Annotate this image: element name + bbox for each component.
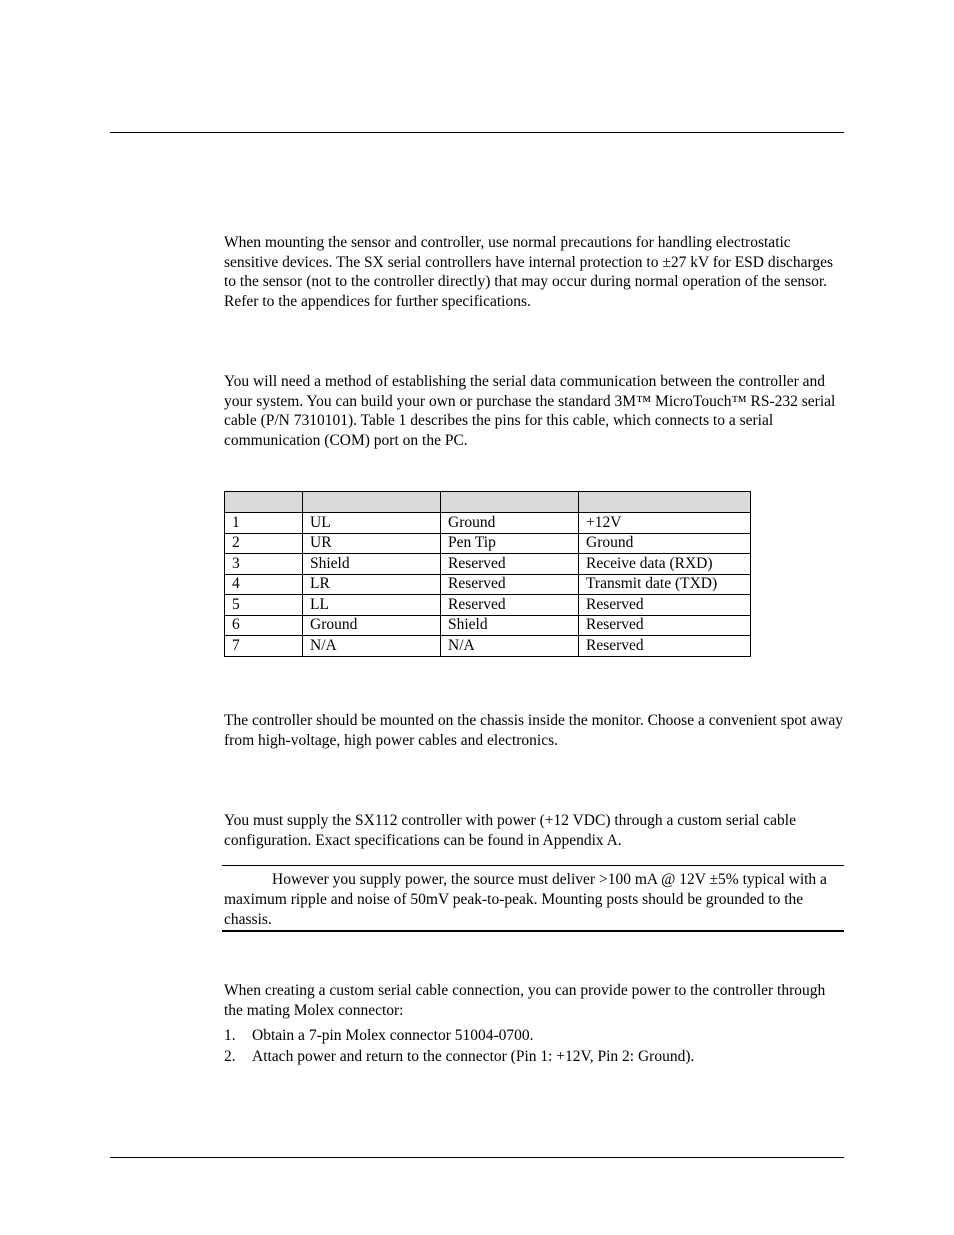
table-cell: Ground: [579, 533, 751, 554]
table-cell: LR: [303, 574, 441, 595]
table-header-row: [225, 492, 751, 513]
mounting-paragraph: The controller should be mounted on the chassis inside the monitor. Choose a convenient spot away from high-voltage, high power cables and electronics.: [224, 712, 844, 749]
table-row: [225, 636, 751, 657]
table-cell: Ground: [303, 615, 441, 636]
table-cell: Receive data (RXD): [579, 554, 751, 575]
power-note-box: [222, 865, 844, 932]
pin-table: [224, 491, 751, 657]
list-item: [224, 1026, 844, 1047]
table-cell: Transmit date (TXD): [579, 574, 751, 595]
esd-paragraph: When mounting the sensor and controller, use normal precautions for handling electrostatic sensitive devices. The SX serial controllers have internal protection to ±27 kV for ESD discharges to the sensor (not to the controller directly) that may occur during normal operation of the sensor. Refer to the appendices for further specifications.: [224, 234, 833, 310]
table-cell: Reserved: [579, 636, 751, 657]
table-cell: UL: [303, 513, 441, 534]
step-text: Obtain a 7-pin Molex connector 51004-0700.: [252, 1027, 534, 1044]
table-header-cell: [225, 492, 303, 513]
footer-rule: [110, 1157, 844, 1158]
table-cell: Reserved: [579, 615, 751, 636]
power-note-text: However you supply power, the source must deliver >100 mA @ 12V ±5% typical with a maximum ripple and noise of 50mV peak-to-peak. Mounting posts should be grounded to the chassis.: [224, 871, 827, 928]
table-cell: Shield: [441, 615, 579, 636]
table-cell: UR: [303, 533, 441, 554]
table-row: [225, 574, 751, 595]
custom-cable-paragraph: When creating a custom serial cable connection, you can provide power to the controller through the mating Molex connector:: [224, 982, 826, 1019]
table-cell: Reserved: [441, 595, 579, 616]
table-row: [225, 554, 751, 575]
table-row: [225, 615, 751, 636]
step-number: 2.: [224, 1047, 236, 1065]
table-cell: Reserved: [441, 554, 579, 575]
table-cell: 2: [225, 533, 303, 554]
header-rule: [110, 132, 844, 133]
table-cell: Reserved: [441, 574, 579, 595]
table-cell: Reserved: [579, 595, 751, 616]
table-cell: Pen Tip: [441, 533, 579, 554]
table-header-cell: [579, 492, 751, 513]
table-cell: Shield: [303, 554, 441, 575]
table-row: [225, 533, 751, 554]
table-cell: +12V: [579, 513, 751, 534]
table-cell: 1: [225, 513, 303, 534]
table-row: [225, 595, 751, 616]
step-text: Attach power and return to the connector (Pin 1: +12V, Pin 2: Ground).: [252, 1047, 695, 1065]
table-header-cell: [303, 492, 441, 513]
table-row: [225, 513, 751, 534]
list-item: [224, 1047, 844, 1068]
table-cell: Ground: [441, 513, 579, 534]
table-cell: 5: [225, 595, 303, 616]
table-cell: 3: [225, 554, 303, 575]
table-cell: N/A: [441, 636, 579, 657]
table-cell: 7: [225, 636, 303, 657]
table-cell: 4: [225, 574, 303, 595]
table-cell: N/A: [303, 636, 441, 657]
step-number: 1.: [224, 1027, 236, 1044]
serial-paragraph: You will need a method of establishing the serial data communication between the controller and your system. You can build your own or purchase the standard 3M™ MicroTouch™ RS-232 serial cable (P/N 7310101). Table 1 describes the pins for this cable, which connects to a serial communication (COM) port on the PC.: [224, 373, 836, 449]
table-cell: LL: [303, 595, 441, 616]
steps-list: [224, 1026, 844, 1067]
power-paragraph: You must supply the SX112 controller with power (+12 VDC) through a custom serial cable configuration. Exact specifications can be found in Appendix A.: [224, 812, 796, 849]
table-header-cell: [441, 492, 579, 513]
table-cell: 6: [225, 615, 303, 636]
